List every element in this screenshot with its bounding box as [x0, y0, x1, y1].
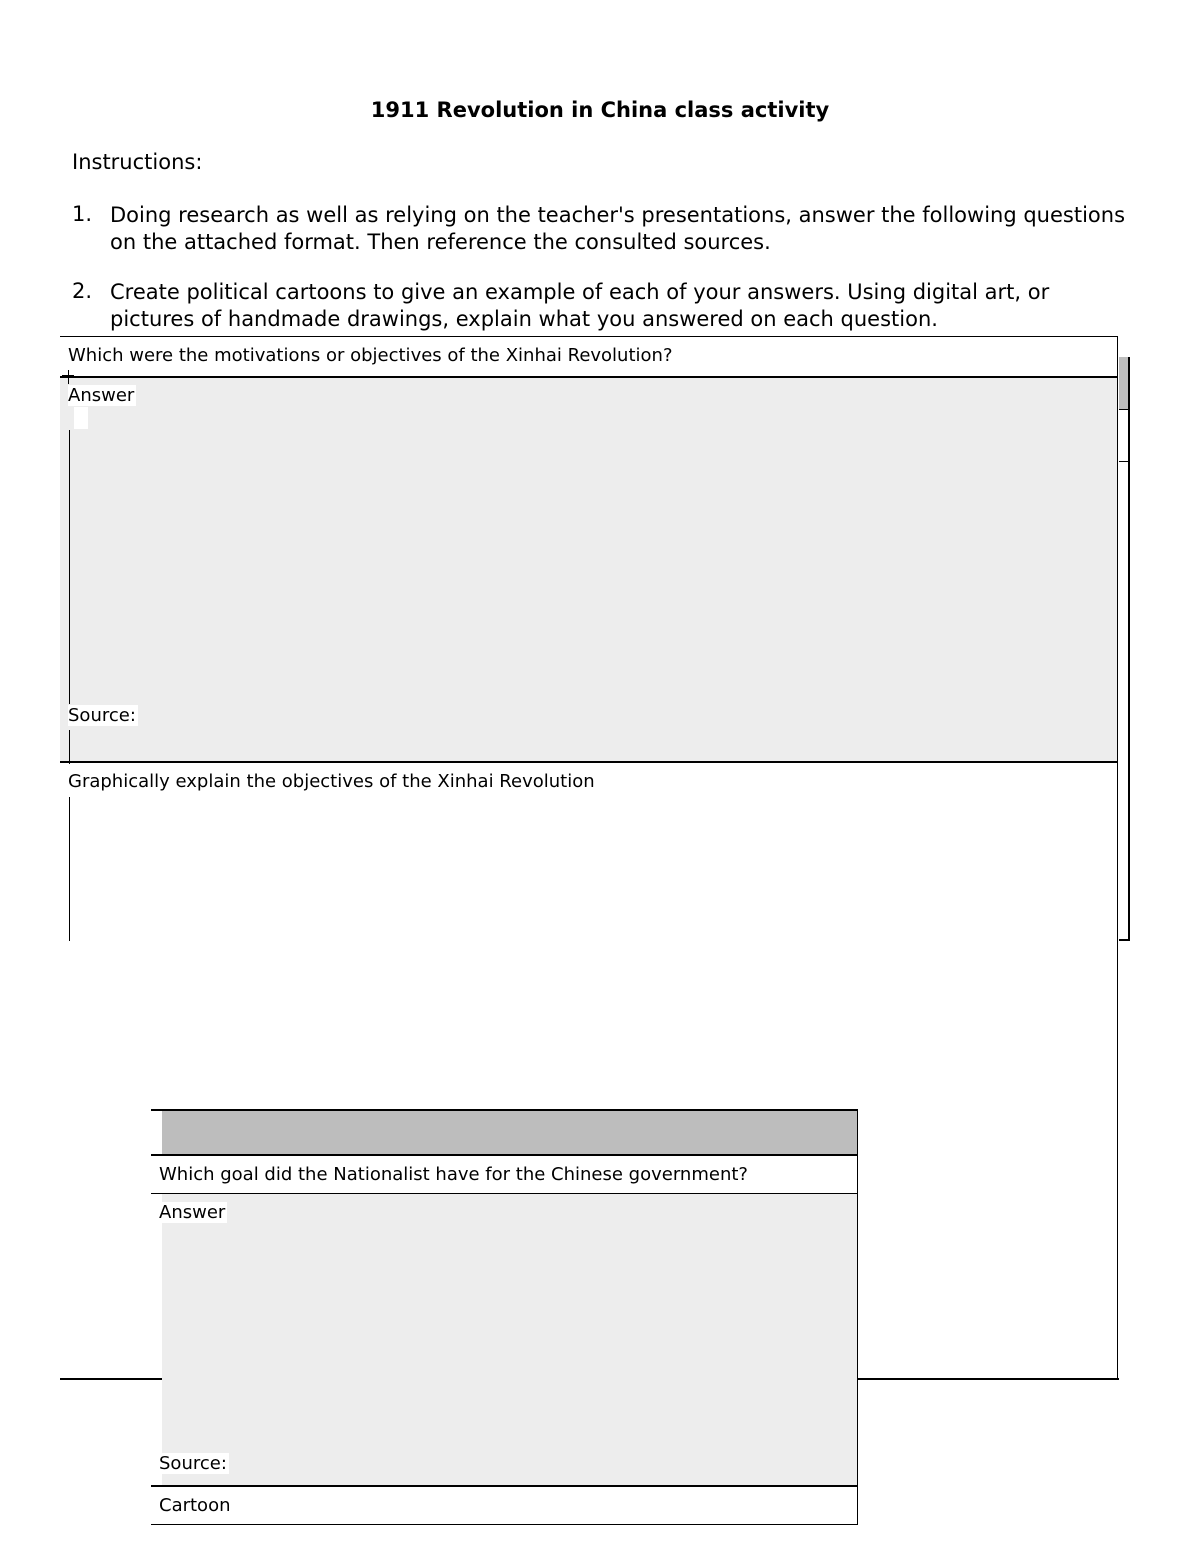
- table-border-bottom: [151, 1524, 858, 1525]
- table-border-bottom: [857, 1378, 1119, 1380]
- graphic-prompt: Graphically explain the objectives of the Xinhai Revolution: [68, 771, 595, 792]
- table-border-bottom: [60, 1378, 162, 1380]
- side-frame: [1128, 357, 1130, 941]
- table-border-right: [1117, 336, 1118, 1380]
- source-label: Source:: [159, 1453, 227, 1474]
- left-guide: [69, 797, 70, 941]
- instructions-heading: Instructions:: [72, 150, 203, 174]
- question-text: Which were the motivations or objectives of the Xinhai Revolution?: [68, 345, 673, 366]
- row-divider: [60, 761, 1118, 763]
- instruction-text: Doing research as well as relying on the teacher's presentations, answer the following questions on the attached format. Then reference the consulted sources.: [110, 203, 1126, 254]
- page-title: 1911 Revolution in China class activity: [370, 98, 830, 122]
- row-divider: [151, 1485, 858, 1487]
- left-guide: [62, 375, 74, 376]
- row-divider: [151, 1154, 858, 1156]
- left-guide: [69, 730, 70, 764]
- instruction-number: 2.: [72, 279, 93, 303]
- row-divider: [151, 1193, 858, 1194]
- table-border-top: [151, 1109, 858, 1111]
- answer-area-shading: [162, 1194, 857, 1485]
- row-divider: [60, 376, 1118, 378]
- instruction-text: Create political cartoons to give an example of each of your answers. Using digital art, or pictures of handmade drawings, explain what you answered on each question.: [110, 280, 1050, 331]
- answer-label: Answer: [68, 385, 135, 406]
- table-header-shading: [162, 1111, 857, 1154]
- side-frame: [1119, 409, 1130, 410]
- cartoon-label: Cartoon: [159, 1495, 231, 1516]
- left-guide: [68, 370, 69, 384]
- side-frame: [1119, 939, 1130, 941]
- answer-area-shading: [60, 377, 1118, 762]
- label-notch: [74, 407, 88, 429]
- source-label: Source:: [68, 705, 136, 726]
- left-guide: [69, 430, 70, 704]
- question-text: Which goal did the Nationalist have for the Chinese government?: [159, 1164, 748, 1185]
- side-frame: [1119, 461, 1130, 462]
- table-border-top: [60, 336, 1118, 337]
- table-border-right: [857, 1109, 858, 1525]
- answer-label: Answer: [159, 1202, 226, 1223]
- instruction-number: 1.: [72, 202, 93, 226]
